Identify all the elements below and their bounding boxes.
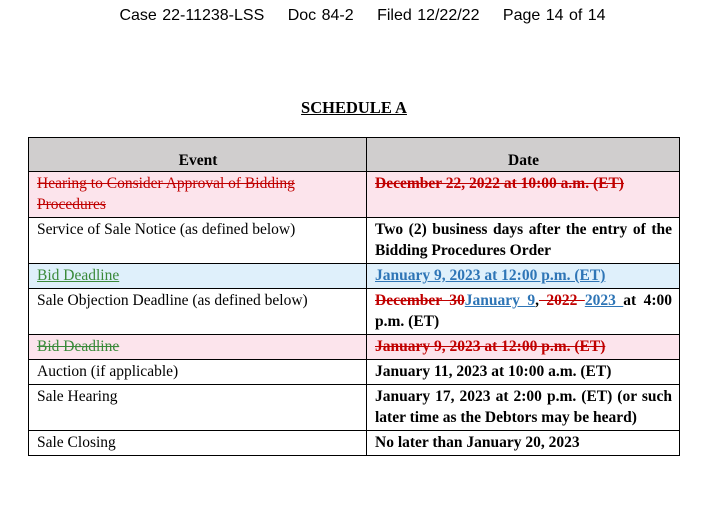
table-row — [29, 289, 680, 335]
date-cell — [367, 289, 680, 335]
filing-header — [0, 7, 725, 25]
table-row — [29, 218, 680, 264]
table-row — [29, 431, 680, 456]
column-header-event: Event — [29, 138, 367, 172]
deleted-text: 2022 — [538, 292, 585, 309]
event-cell: Hearing to Consider Approval of Bidding Procedures — [29, 172, 367, 218]
event-cell — [29, 264, 367, 289]
page-number: Page 14 of 14 — [502, 7, 606, 24]
schedule-table — [28, 137, 680, 456]
table-header-row — [29, 138, 680, 172]
date-rest: at 4:00 p.m. (ET) — [375, 292, 673, 330]
table-row — [29, 172, 680, 218]
page-title: SCHEDULE A — [301, 98, 407, 117]
case-number: Case 22-11238-LSS — [119, 7, 265, 24]
event-cell: Auction (if applicable) — [29, 360, 367, 385]
event-cell: Sale Hearing — [29, 385, 367, 431]
inserted-text: January 9 — [464, 292, 536, 309]
table-row — [29, 335, 680, 360]
table-row — [29, 360, 680, 385]
column-header-date: Date — [367, 138, 680, 172]
date-cell: January 9, 2023 at 12:00 p.m. (ET) — [367, 335, 680, 360]
inserted-text: Bid Deadline — [37, 267, 120, 284]
filed-date: Filed 12/22/22 — [377, 7, 480, 24]
doc-number: Doc 84-2 — [287, 7, 354, 24]
event-cell: Bid Deadline — [29, 335, 367, 360]
date-cell: No later than January 20, 2023 — [367, 431, 680, 456]
date-cell: December 22, 2022 at 10:00 a.m. (ET) — [367, 172, 680, 218]
date-cell: January 17, 2023 at 2:00 p.m. (ET) (or such later time as the Debtors may be heard) — [367, 385, 680, 431]
inserted-text: January 9, 2023 at 12:00 p.m. (ET) — [375, 267, 606, 284]
date-comma: , — [535, 292, 539, 309]
deleted-text: December 30 — [375, 292, 465, 309]
event-cell: Sale Closing — [29, 431, 367, 456]
event-cell: Sale Objection Deadline (as defined below) — [29, 289, 367, 335]
date-cell: January 11, 2023 at 10:00 a.m. (ET) — [367, 360, 680, 385]
date-cell — [367, 264, 680, 289]
inserted-text: 2023 — [584, 292, 624, 309]
event-cell: Service of Sale Notice (as defined below) — [29, 218, 367, 264]
table-row — [29, 385, 680, 431]
date-cell: Two (2) business days after the entry of the Bidding Procedures Order — [367, 218, 680, 264]
table-row — [29, 264, 680, 289]
